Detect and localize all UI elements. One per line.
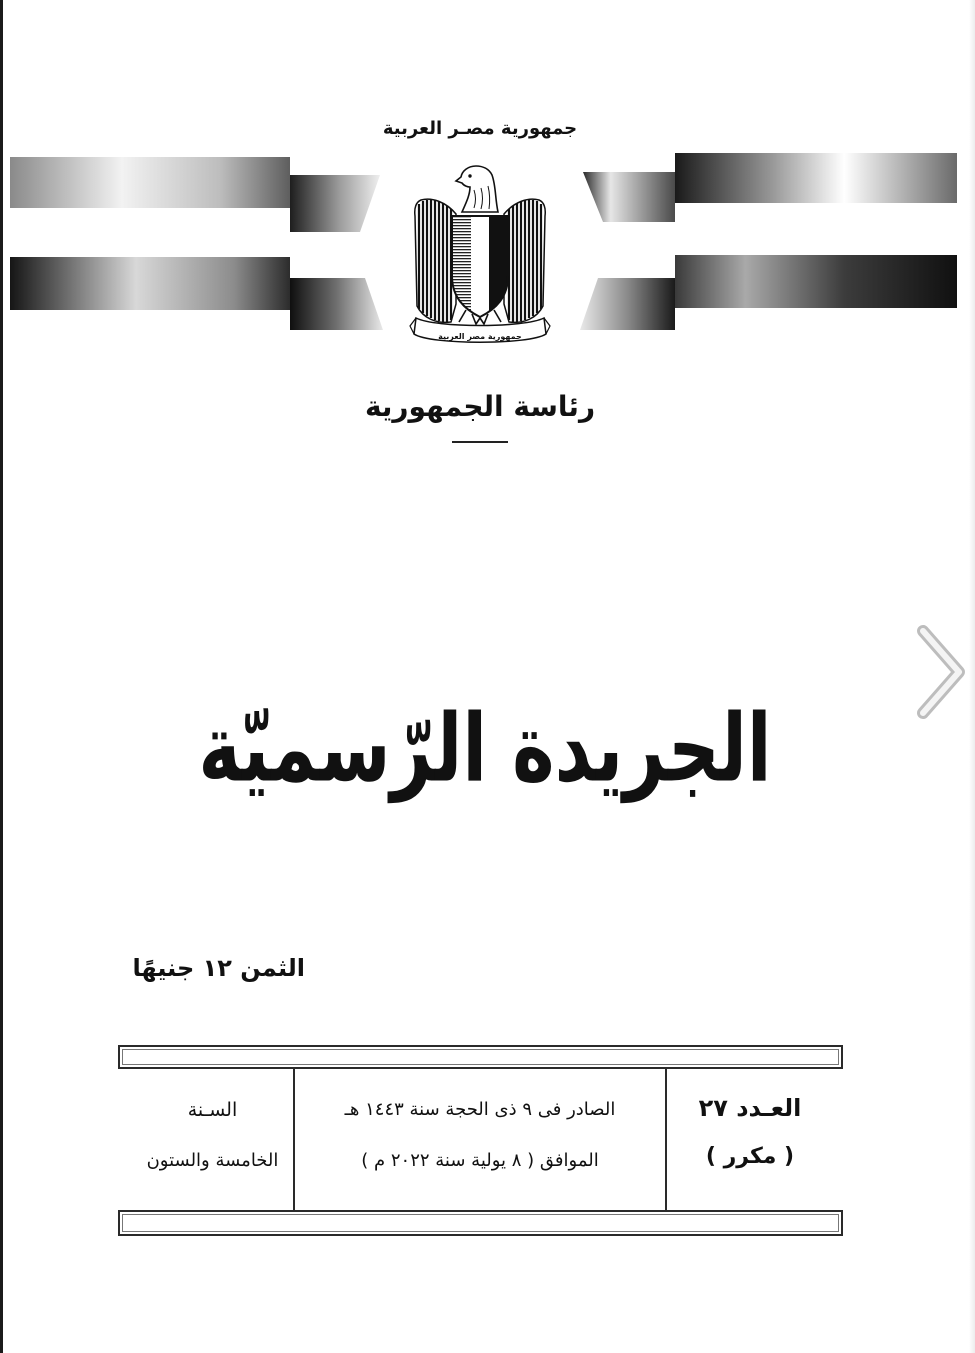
stripe-right-bottom	[675, 255, 957, 308]
country-name: جمهورية مصـر العربية	[382, 118, 578, 139]
issue-box-top-bar	[118, 1045, 843, 1069]
stripe-left-top-end	[290, 175, 380, 232]
issue-box-divider-left	[293, 1068, 295, 1211]
stripe-right-top-end	[583, 172, 675, 222]
presidency-heading: رئاسة الجمهورية	[364, 390, 596, 423]
stripe-right-bottom-end	[580, 278, 675, 330]
issue-number: العـدد ٢٧	[698, 1094, 802, 1122]
eagle-emblem-icon	[410, 166, 550, 342]
presidency-underline	[452, 441, 508, 443]
issue-date-gregorian: الموافق ( ٨ يولية سنة ٢٠٢٢ م )	[361, 1150, 599, 1171]
year-value: الخامسة والستون	[146, 1150, 279, 1171]
gazette-title: الجريدة الرّسميّة	[198, 693, 772, 803]
emblem-scroll-text: جمهورية مصر العربية	[438, 332, 522, 341]
next-page-button[interactable]	[914, 622, 970, 722]
header-banner	[0, 0, 975, 360]
chevron-right-icon	[914, 622, 970, 722]
issue-date-hijri: الصادر فى ٩ ذى الحجة سنة ١٤٤٣ هـ	[344, 1099, 616, 1120]
year-label: السـنة	[187, 1099, 238, 1121]
issue-box-divider-right	[665, 1068, 667, 1211]
issue-note: ( مكرر )	[705, 1144, 795, 1169]
stripe-left-top	[10, 157, 290, 208]
stripe-right-top	[675, 153, 957, 203]
issue-box-bottom-bar	[118, 1210, 843, 1236]
stripe-left-bottom-end	[290, 278, 383, 330]
price-label: الثمن ١٢ جنيهًا	[132, 954, 305, 982]
stripe-left-bottom	[10, 257, 290, 310]
